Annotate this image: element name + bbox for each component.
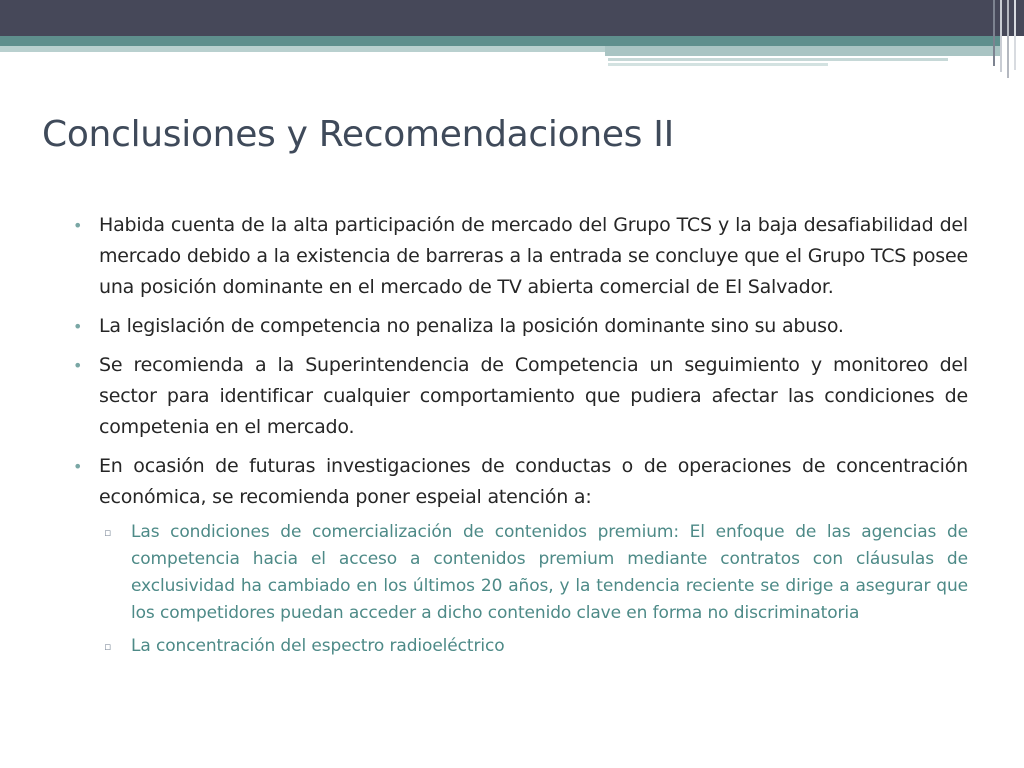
bullet-list xyxy=(70,210,968,660)
sub-bullet-item xyxy=(70,633,968,660)
header-light-band xyxy=(0,46,605,52)
bullet-text: En ocasión de futuras investigaciones de conductas o de operaciones de concentración económica, se recomienda poner espeial atención a: xyxy=(99,455,968,508)
square-bullet-icon: ▫ xyxy=(104,526,112,539)
sub-bullet-list xyxy=(99,519,968,660)
header-accent-line-short xyxy=(608,63,828,66)
sub-bullet-item xyxy=(70,519,968,627)
header-vertical-stripe xyxy=(1007,0,1009,78)
sub-bullet-text: Las condiciones de comercialización de contenidos premium: El enfoque de las agencias de competencia hacia el acceso a contenidos premium mediante contratos con cláusulas de exclusividad ha cambiado en los últimos 20 años, y la tendencia reciente se dirige a asegurar que los competidores puedan acceder a dicho contenido clave en forma no discriminatoria xyxy=(131,522,968,623)
bullet-item xyxy=(70,451,968,660)
header-light-band-right xyxy=(605,46,1000,56)
sub-bullet-text: La concentración del espectro radioeléctrico xyxy=(131,636,505,656)
square-bullet-icon: ▫ xyxy=(104,640,112,653)
header-accent-line xyxy=(608,58,948,61)
slide-body xyxy=(70,210,968,668)
header-vertical-stripe xyxy=(1014,0,1016,70)
bullet-dot-icon: • xyxy=(73,356,83,375)
bullet-dot-icon: • xyxy=(73,457,83,476)
bullet-text: La legislación de competencia no penaliza la posición dominante sino su abuso. xyxy=(99,315,844,337)
bullet-text: Se recomienda a la Superintendencia de Competencia un seguimiento y monitoreo del sector para identificar cualquier comportamiento que pudiera afectar las condiciones de competenia en el mercado. xyxy=(99,354,968,438)
bullet-text: Habida cuenta de la alta participación de mercado del Grupo TCS y la baja desafiabilidad del mercado debido a la existencia de barreras a la entrada se concluye que el Grupo TCS posee una posición dominante en el mercado de TV abierta comercial de El Salvador. xyxy=(99,214,968,298)
bullet-item xyxy=(70,311,968,342)
bullet-dot-icon: • xyxy=(73,216,83,235)
header-vertical-stripe xyxy=(993,0,995,66)
bullet-dot-icon: • xyxy=(73,317,83,336)
header-dark-band xyxy=(0,0,1024,36)
bullet-item xyxy=(70,210,968,303)
bullet-item xyxy=(70,350,968,443)
header-teal-band xyxy=(0,36,1000,46)
header-vertical-stripe xyxy=(1000,0,1002,72)
slide-title: Conclusiones y Recomendaciones II xyxy=(42,114,674,155)
